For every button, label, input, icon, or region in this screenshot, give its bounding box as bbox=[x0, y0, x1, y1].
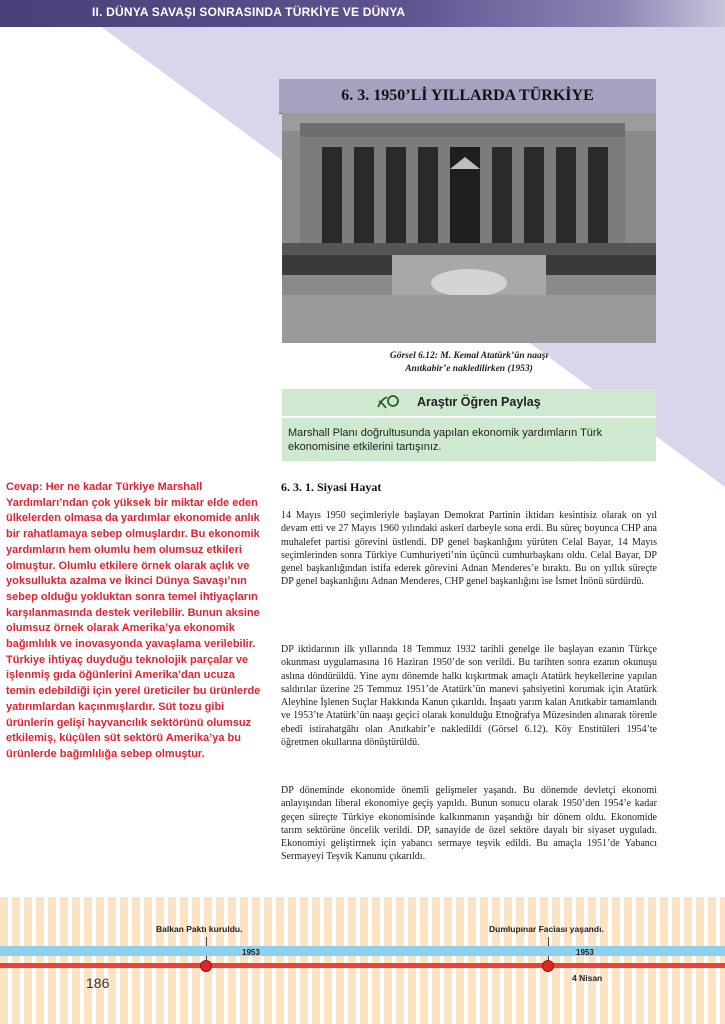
timeline-marker bbox=[542, 960, 554, 972]
answer-text: Cevap: Her ne kadar Türkiye Marshall Yardımları’ndan çok yüksek bir miktar elde eden ülkelerden olmasa da yardımlar ekonomide anlık bir rahatlamaya sebep olmuşlardır. Bu ekonomik yardımların hem olumlu hem olumsuz etkileri olmuştur. Olumlu etkilere örnek olarak açlık ve yoksullukta azalma ve İkinci Dünya Savaşı’nın sebep olduğu yokluktan sonra temel ihtiyaçların karşılanmasında destek verilebilir. Bunun aksine olumsuz örnek olarak Amerika’ya ekonomik bağımlılık ve inovasyonda yavaşlama verilebilir. Türkiye ihtiyaç duyduğu teknolojik parçalar ve işlenmiş gıda öğünlerini Amerika’dan ucuza temin edebildiği için yerel üreticiler bu ürünlerde yatırımlardan kaçınmışlardır. Süt tozu gibi ürünlerin gelişi hayvancılık sektörünü olumsuz etkilemiş, küçülen süt sektörü Amerika’ya bu ürünlerde bağımlılığa sebep olmuştur. bbox=[6, 481, 261, 760]
research-box bbox=[282, 389, 656, 461]
timeline-marker bbox=[200, 960, 212, 972]
timeline-event-label: Dumlupınar Faciası yaşandı. bbox=[489, 924, 604, 934]
paragraph: 14 Mayıs 1950 seçimleriyle başlayan Demokrat Partinin iktidarı kesintisiz olarak on yıl devam etti ve 27 Mayıs 1960 yılındaki askerî darbeyle sona erdi. Bu süreç boyunca CHP ana muhalefet partisi görevini üstlendi. DP genel başkanlığını yürüten Celal Bayar, 14 Mayıs seçimlerinden sonra Türkiye Cumhuriyeti’nin üçüncü cumhurbaşkanı oldu. Celal Bayar, DP genel başkanlığından istifa ederek görevini Adnan Menderes’e bıraktı. Bu on yıllık süreçte DP genel başkanlığını Adnan Menderes, CHP genel başkanlığını ise İsmet İnönü sürdürdü. bbox=[281, 510, 657, 588]
page-number: 186 bbox=[86, 975, 110, 991]
header-bar bbox=[0, 0, 725, 27]
timeline bbox=[0, 897, 725, 1024]
paragraph: DP döneminde ekonomide önemli gelişmeler yaşandı. Bu dönemde devletçi ekonomi anlayışından liberal ekonomiye geçiş yapıldı. Bunun sonucu olarak 1950’den 1954’e kadar geçen süreçte Türkiye ekonomisinde kalkınmanın yaşandığı bir dönem oldu. Ekonomide tarım sektörüne öncelik verildi. DP, sanayide de özel sektöre dayalı bir siyaset uyguladı. Ekonomiyi geliştirmek için yabancı sermaye teşvik edildi. Bu amaçla 1951’de Yabancı Sermayeyi Teşvik Kanunu çıkarıldı. bbox=[281, 785, 657, 863]
timeline-axis bbox=[0, 963, 725, 968]
anitkabir-photo bbox=[282, 113, 656, 343]
subsection-title: 6. 3. 1. Siyasi Hayat bbox=[281, 480, 382, 494]
figure-caption bbox=[282, 350, 656, 376]
paragraph: DP iktidarının ilk yıllarında 18 Temmuz 1932 tarihli genelge ile başlayan ezanın Türkçe okunması uygulamasına 16 Haziran 1950’de son verildi. Bu tarihten sonra ezanın okunuşu aslına döndürüldü. Yine aynı dönemde halkı kışkırtmak amaçlı Atatürk heykellerine yapılan saldırılar üzerine 25 Temmuz 1951’de Atatürk’ün manevi şahsiyetini korumak için Atatürk Aleyhine İşlenen Suçlar Hakkında Kanun çıkarıldı. İnşaatı yarım kalan Anıtkabir tamamlandı ve 1953’te Atatürk’ün naaşı geçici olarak konulduğu Etnoğrafya Müzesinden alınarak törenle ebedî istirahatgâhı olan Anıtkabir’e nakledildi (Görsel 6.12). Köy Enstitüleri 1954’te öğretmen okullarına dönüştürüldü. bbox=[281, 644, 657, 749]
research-text: Marshall Planı doğrultusunda yapılan ekonomik yardımların Türk ekonomisine etkilerini tartışınız. bbox=[288, 427, 603, 453]
timeline-event-label: Balkan Paktı kuruldu. bbox=[156, 924, 243, 934]
caption-line-1: Görsel 6.12: M. Kemal Atatürk’ün naaşı bbox=[389, 351, 549, 361]
photo-anitkabir-icon bbox=[282, 113, 656, 343]
section-title-bar bbox=[279, 79, 656, 114]
timeline-event-date: 4 Nisan bbox=[572, 973, 603, 983]
research-divider bbox=[282, 416, 656, 418]
timeline-year-band bbox=[0, 946, 725, 956]
research-icon bbox=[376, 393, 402, 411]
timeline-year: 1953 bbox=[576, 948, 594, 957]
timeline-year: 1953 bbox=[242, 948, 260, 957]
research-title: Araştır Öğren Paylaş bbox=[417, 395, 541, 409]
chapter-title: II. DÜNYA SAVAŞI SONRASINDA TÜRKİYE VE DÜNYA bbox=[92, 5, 406, 19]
section-title: 6. 3. 1950’Lİ YILLARDA TÜRKİYE bbox=[341, 87, 594, 104]
caption-line-2: Anıtkabir’e nakledilirken (1953) bbox=[405, 364, 533, 374]
